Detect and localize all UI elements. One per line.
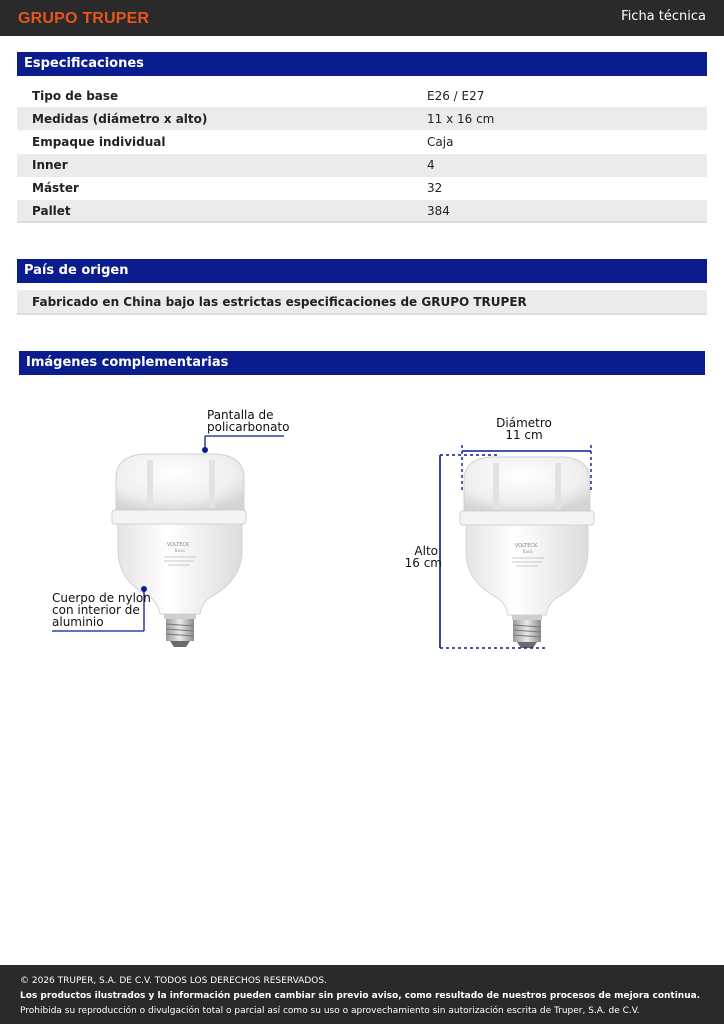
spec-label: Medidas (diámetro x alto) bbox=[32, 111, 208, 126]
footer-copyright: © 2026 TRUPER, S.A. DE C.V. TODOS LOS DERECHOS RESERVADOS. bbox=[20, 976, 327, 986]
product-brand-text: VOLTECK bbox=[514, 543, 538, 549]
spec-value: Caja bbox=[427, 134, 454, 149]
spec-value: 32 bbox=[427, 181, 443, 196]
spec-label: Pallet bbox=[32, 203, 71, 218]
product-line-text: Basic bbox=[174, 548, 186, 553]
diameter-value: 11 cm bbox=[505, 428, 543, 442]
document-type-label: Ficha técnica bbox=[621, 9, 706, 24]
product-line-text: Basic bbox=[522, 549, 534, 554]
callout-cuerpo-3: aluminio bbox=[52, 615, 104, 629]
specs-table bbox=[17, 84, 707, 223]
bulb-parts-figure bbox=[40, 400, 320, 660]
footer bbox=[0, 965, 724, 1024]
height-value: 16 cm bbox=[404, 556, 442, 570]
table-row bbox=[17, 130, 707, 153]
diameter-label: Diámetro bbox=[496, 416, 552, 430]
table-row bbox=[17, 154, 707, 177]
footer-notice: Los productos ilustrados y la información pueden cambiar sin previo aviso, como resultado de nuestros procesos de mejora continua. bbox=[20, 991, 701, 1001]
spec-label: Empaque individual bbox=[32, 134, 166, 149]
specs-section-header: Especificaciones bbox=[17, 52, 707, 76]
table-row bbox=[17, 107, 707, 130]
spec-value: 384 bbox=[427, 203, 450, 218]
brand-logo: GRUPO TRUPER bbox=[18, 10, 150, 27]
images-section-header: Imágenes complementarias bbox=[19, 351, 705, 375]
origin-section-header: País de origen bbox=[17, 259, 707, 283]
footer-prohibition: Prohibida su reproducción o divulgación total o parcial así como su uso o aprovechamiento sin autorización escrita de Truper, S.A. de C.V. bbox=[20, 1006, 640, 1016]
callout-pantalla-1: Pantalla de bbox=[207, 408, 274, 422]
product-brand-text: VOLTECK bbox=[166, 542, 190, 548]
height-label: Alto bbox=[414, 544, 438, 558]
origin-text: Fabricado en China bajo las estrictas especificaciones de GRUPO TRUPER bbox=[17, 290, 707, 315]
spec-label: Inner bbox=[32, 158, 68, 173]
spec-value: 4 bbox=[427, 158, 435, 173]
callout-cuerpo-2: con interior de bbox=[52, 603, 140, 617]
bulb-dimensions-figure bbox=[400, 405, 620, 660]
table-row bbox=[17, 177, 707, 200]
spec-label: Máster bbox=[32, 181, 79, 196]
table-row bbox=[17, 200, 707, 223]
spec-value: E26 / E27 bbox=[427, 88, 485, 103]
callout-pantalla-2: policarbonato bbox=[207, 420, 290, 434]
spec-label: Tipo de base bbox=[32, 88, 119, 103]
top-bar bbox=[0, 0, 724, 36]
spec-value: 11 x 16 cm bbox=[427, 111, 495, 126]
table-row bbox=[17, 84, 707, 107]
callout-cuerpo-1: Cuerpo de nylon bbox=[52, 591, 151, 605]
